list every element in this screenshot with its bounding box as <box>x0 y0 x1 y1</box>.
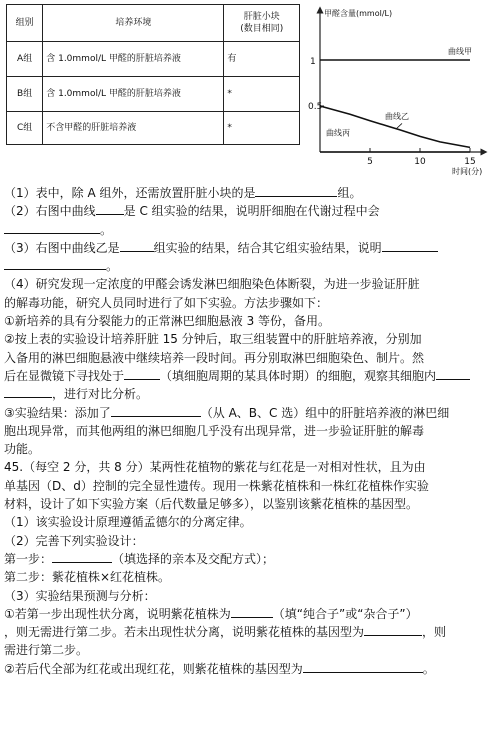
text-span: （填选择的亲本及交配方式）； <box>112 551 275 566</box>
answer-blank[interactable] <box>96 202 124 215</box>
text-span: ②按上表的实验设计培养肝脏 15 分钟后，取三组装置中的肝脏培养液，分别加 <box>4 332 422 347</box>
series-label: 曲线乙 <box>385 111 409 121</box>
q45-line <box>4 605 496 623</box>
series-leader-line <box>396 123 402 129</box>
q45-line <box>4 550 496 568</box>
text-span: ③实验结果：添加了 <box>4 405 111 420</box>
x-tick-label: 10 <box>414 157 426 167</box>
q45-line <box>4 587 496 605</box>
q3-line-cont <box>4 257 496 275</box>
y-axis-label: 甲醛含量(mmol/L) <box>324 9 393 18</box>
text-span: ①若第一步出现性状分离，说明紫花植株为 <box>4 606 231 621</box>
answer-blank[interactable] <box>52 550 112 563</box>
q45-line <box>4 477 496 495</box>
answer-blank[interactable] <box>303 660 423 673</box>
answer-blank[interactable] <box>4 221 100 234</box>
cell-group: A组 <box>7 42 43 77</box>
q4-line <box>4 294 496 312</box>
cell-environment: 含 1.0mmol/L 甲醛的肝脏培养液 <box>43 77 224 112</box>
text-span: 需进行第二步。 <box>4 643 89 658</box>
q4-line <box>4 440 496 458</box>
q45-line <box>4 660 496 678</box>
series-label: 曲线甲 <box>448 47 472 56</box>
q45-line <box>4 458 496 476</box>
text-span: 材料，设计了如下实验方案（后代数量足够多），以鉴别该紫花植株的基因型。 <box>4 497 419 512</box>
answer-blank[interactable] <box>120 239 154 252</box>
cell-environment: 不含甲醛的肝脏培养液 <box>43 112 224 145</box>
q45-line <box>4 495 496 513</box>
header-environment: 培养环境 <box>43 5 224 42</box>
header-liver: 肝脏小块 (数目相同) <box>224 5 300 42</box>
cell-group: B组 <box>7 77 43 112</box>
q45-line <box>4 623 496 641</box>
text-span: （1）该实验设计原理遵循孟德尔的分离定律。 <box>4 515 252 530</box>
cell-environment: 含 1.0mmol/L 甲醛的肝脏培养液 <box>43 42 224 77</box>
text-span: （3）实验结果预测与分析： <box>4 588 156 603</box>
text-span: （2）右图中曲线 <box>4 204 96 219</box>
text-span: 是 C 组实验的结果，说明肝细胞在代谢过程中会 <box>123 204 380 219</box>
text-span: （3）右图中曲线乙是 <box>4 240 120 255</box>
header-group: 组别 <box>7 5 43 42</box>
q4-line <box>4 330 496 348</box>
answer-blank[interactable] <box>436 367 470 380</box>
answer-blank[interactable] <box>382 239 438 252</box>
text-span: 。 <box>100 222 113 237</box>
text-span: ②若后代全部为红花或出现红花，则紫花植株的基因型为 <box>4 661 303 676</box>
q4-line <box>4 367 496 385</box>
text-span: 功能。 <box>4 442 41 457</box>
text-span: 胞出现异常，而其他两组的淋巴细胞几乎没有出现异常，进一步验证肝脏的解毒 <box>4 423 425 438</box>
series-label: 曲线丙 <box>326 128 350 138</box>
text-span: （从 A、B、C 选）组中的肝脏培养液的淋巴细 <box>200 405 450 420</box>
cell-liver: 有 <box>224 42 300 77</box>
x-ticks <box>367 148 476 167</box>
answer-blank[interactable] <box>231 605 273 618</box>
q45-line <box>4 532 496 550</box>
text-span: 组实验的结果，结合其它组实验结果，说明 <box>153 240 382 255</box>
text-span: 后在显微镜下寻找处于 <box>4 368 125 383</box>
q45-line <box>4 641 496 659</box>
text-span: ，则无需进行第二步。若未出现性状分离，说明紫花植株的基因型为 <box>4 625 365 640</box>
question-text <box>4 184 496 678</box>
q45-line <box>4 568 496 586</box>
answer-blank[interactable] <box>111 404 201 417</box>
y-top-label: 1 <box>310 57 316 67</box>
table-row <box>7 112 300 145</box>
text-span: （2）完善下列实验设计： <box>4 533 144 548</box>
series-group <box>320 46 472 152</box>
text-span: 第二步：紫花植株×红花植株。 <box>4 570 171 585</box>
experiment-table <box>6 4 300 145</box>
text-span: 单基因（D、d）控制的完全显性遗传。现用一株紫花植株和一株红花植株作实验 <box>4 478 429 493</box>
cell-group: C组 <box>7 112 43 145</box>
q4-line <box>4 422 496 440</box>
q45-line <box>4 513 496 531</box>
formaldehyde-chart <box>308 2 496 178</box>
text-span: 。 <box>422 661 435 676</box>
text-span: ，则 <box>422 625 447 640</box>
text-span: ①新培养的具有分裂能力的正常淋巴细胞悬液 3 等份，备用。 <box>4 314 331 329</box>
answer-blank[interactable] <box>124 367 160 380</box>
q2-line <box>4 202 496 220</box>
text-span: 第一步： <box>4 551 53 566</box>
q3-line <box>4 239 496 257</box>
table-row <box>7 42 300 77</box>
text-span: 的解毒功能，研究人员同时进行了如下实验。方法步骤如下： <box>4 295 329 310</box>
q4-line <box>4 385 496 403</box>
x-axis-label: 时间(分) <box>452 167 483 176</box>
text-span: 入备用的淋巴细胞悬液中继续培养一段时间。再分别取淋巴细胞染色、制片。然 <box>4 350 425 365</box>
text-span: （填细胞周期的某具体时期）的细胞，观察其细胞内 <box>160 368 437 383</box>
y-tick-label: 0.5 <box>308 102 323 112</box>
answer-blank[interactable] <box>364 623 422 636</box>
text-span: （1）表中，除 A 组外，还需放置肝脏小块的是 <box>4 186 256 200</box>
x-tick-label: 15 <box>464 157 476 167</box>
text-span: 。 <box>106 259 119 274</box>
text-span: 45.（每空 2 分，共 8 分）某两性花植物的紫花与红花是一对相对性状，且为由 <box>4 460 426 475</box>
text-span: ，进行对比分析。 <box>52 387 149 402</box>
q4-line <box>4 275 496 293</box>
q4-line <box>4 349 496 367</box>
text-span: （4）研究发现一定浓度的甲醛会诱发淋巴细胞染色体断裂，为进一步验证肝脏 <box>4 277 420 292</box>
q4-line <box>4 312 496 330</box>
q2-line-cont <box>4 221 496 239</box>
x-tick-label: 5 <box>367 157 373 167</box>
text-span: 组。 <box>337 186 362 200</box>
table-row <box>7 77 300 112</box>
q4-line <box>4 404 496 422</box>
answer-blank[interactable] <box>255 184 337 197</box>
answer-blank[interactable] <box>4 257 106 270</box>
answer-blank[interactable] <box>4 385 52 398</box>
q1-line <box>4 184 496 202</box>
cell-liver: * <box>224 112 300 145</box>
cell-liver: * <box>224 77 300 112</box>
text-span: （填“纯合子”或“杂合子”） <box>272 606 418 621</box>
